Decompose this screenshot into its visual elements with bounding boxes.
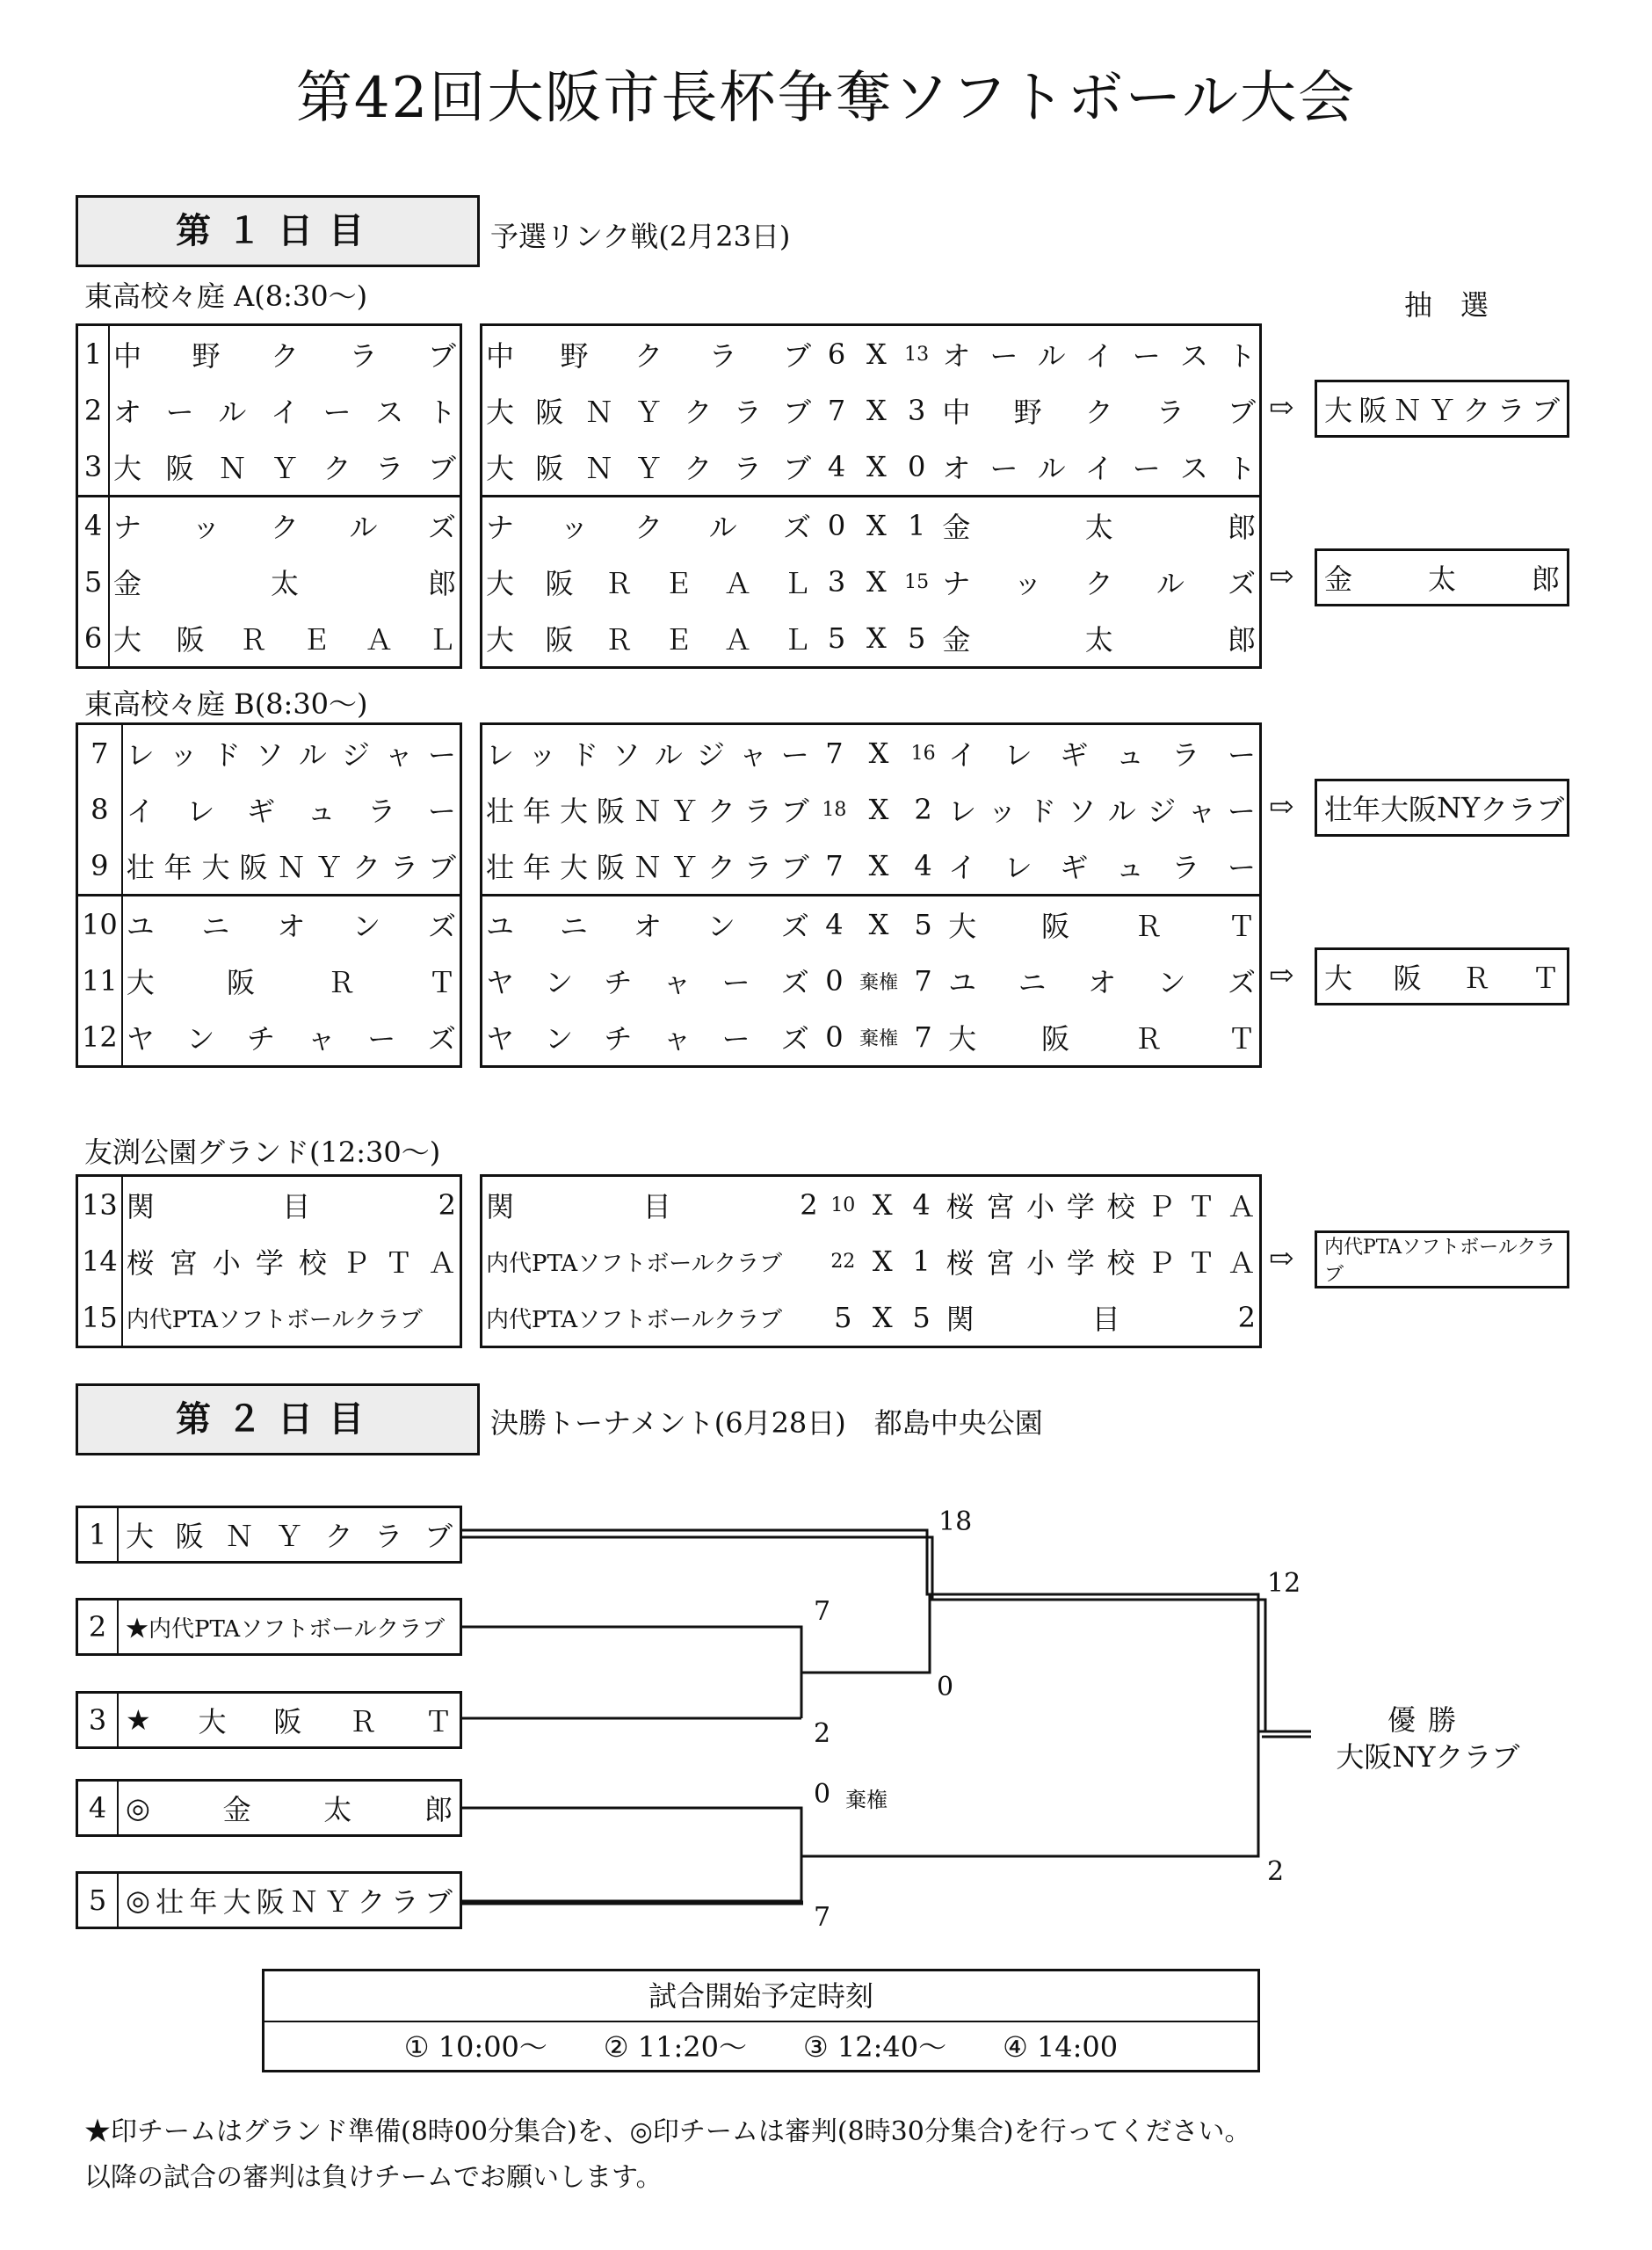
spaced-text: 大 阪 Ｒ Ｅ Ａ Ｌ (486, 623, 812, 657)
team-number: 12 (77, 1009, 122, 1067)
spaced-text: オ ー ル イ ー ス ト (942, 339, 1256, 373)
note-1: ★印チームはグランド準備(8時00分集合)を、◎印チームは審判(8時30分集合)を行ってください。 (84, 2116, 1251, 2147)
team-number: 15 (77, 1289, 122, 1347)
team-number: 2 (77, 382, 110, 439)
spaced-text: イ レ ギ ュ ラ ー (948, 738, 1256, 772)
advance-arrow-icon: ⇨ (1269, 958, 1294, 993)
score-sf1-winner: 12 (1267, 1568, 1301, 1599)
home-score: 7 (825, 849, 844, 882)
team-number: 1 (77, 325, 110, 383)
away-score: 1 (895, 497, 939, 555)
versus-mark: X (868, 793, 889, 826)
team-number: 13 (77, 1176, 122, 1234)
away-score: 7 (914, 964, 932, 998)
bracket-team-name: ★ 大 阪 Ｒ Ｔ (126, 1703, 453, 1738)
bracket-team-number: 1 (78, 1508, 119, 1561)
away-score: 15 (904, 570, 930, 593)
spaced-text: オ ー ル イ ー ス ト (942, 452, 1256, 485)
spaced-text: 壮 年 大 阪 Ｎ Ｙ ク ラ ブ (126, 851, 456, 884)
spaced-text: ユ ニ オ ン ズ (948, 966, 1256, 999)
day1-subtitle: 予選リンク戦(2月23日) (490, 220, 791, 253)
spaced-text: 大 阪 Ｎ Ｙ ク ラ ブ (113, 452, 456, 485)
score-t4: 0 (814, 1779, 831, 1810)
spaced-text: 大 阪 Ｒ Ｔ (1324, 962, 1560, 995)
spaced-text: 大 阪 Ｒ Ｅ Ａ Ｌ (113, 623, 456, 657)
team-name: 内代PTAソフトボールクラブ (126, 1306, 423, 1333)
spaced-text: 壮 年 大 阪 N Y ク ラ ブ (1324, 791, 1565, 826)
score-sf2-team: 2 (1267, 1856, 1285, 1887)
spaced-text: 金 太 郎 (942, 511, 1256, 544)
bracket-team-name: ◎ 壮 年 大 阪 Ｎ Ｙ ク ラ ブ (126, 1883, 453, 1919)
home-score: 22 (830, 1250, 856, 1273)
away-score: 5 (902, 896, 945, 954)
spaced-text: 金 太 郎 (113, 567, 456, 600)
spaced-text: 関 目 2 (486, 1188, 818, 1223)
bracket-team-name: ◎ 金 太 郎 (126, 1791, 453, 1826)
versus-mark: X (868, 737, 889, 770)
home-score: 0 (815, 497, 859, 555)
team-number: 3 (77, 439, 110, 497)
away-score: 7 (914, 1020, 932, 1054)
versus-mark: X (866, 450, 887, 483)
team-number: 9 (77, 838, 122, 896)
spaced-text: ヤ ン チ ャ ー ズ (126, 1022, 456, 1056)
versus-mark: X (859, 497, 895, 555)
note-2: 以降の試合の審判は負けチームでお願いします。 (84, 2162, 663, 2193)
spaced-text: レ ッ ド ソ ル ジ ャ ー (486, 738, 809, 772)
spaced-text: 桜 宮 小 学 校 Ｐ Ｔ Ａ (946, 1190, 1256, 1223)
spaced-text: ナ ッ ク ル ズ (113, 511, 456, 544)
versus-mark: X (872, 1301, 893, 1334)
day2-label: 第２日目 (76, 1383, 480, 1455)
home-score: 5 (827, 621, 846, 655)
spaced-text: イ レ ギ ュ ラ ー (126, 795, 456, 828)
team-number: 5 (77, 554, 110, 610)
spaced-text: ヤ ン チ ャ ー ズ (486, 966, 809, 999)
bracket-team-name: ★内代PTAソフトボールクラブ (126, 1615, 446, 1643)
spaced-text: オ ー ル イ ー ス ト (113, 396, 456, 429)
team-number: 6 (77, 610, 110, 668)
day2-subtitle: 決勝トーナメント(6月28日) 都島中央公園 (490, 1406, 1043, 1440)
spaced-text: イ レ ギ ュ ラ ー (948, 851, 1256, 884)
score-t4-note: 棄権 (845, 1788, 888, 1812)
versus-mark: 棄権 (859, 971, 898, 994)
spaced-text: 中 野 ク ラ ブ (942, 396, 1256, 429)
spaced-text: ユ ニ オ ン ズ (486, 910, 809, 943)
spaced-text: 大 阪 Ｒ Ｔ (948, 1022, 1256, 1056)
team-number: 7 (77, 724, 122, 782)
schedule-box (262, 1969, 1260, 2072)
score-sf1-loser: 0 (937, 1672, 954, 1702)
away-score: 5 (907, 621, 926, 655)
score-t5: 7 (814, 1902, 831, 1933)
schedule-title: 試合開始予定時刻 (264, 1971, 1257, 2022)
schedule-times: ① 10:00～ ② 11:20～ ③ 12:40～ ④ 14:00 (403, 2030, 1119, 2064)
bracket-team-number: 2 (78, 1600, 119, 1653)
advance-arrow-icon: ⇨ (1269, 789, 1294, 824)
venue-label: 友渕公園グランド(12:30～) (84, 1136, 441, 1169)
away-score: 13 (904, 343, 930, 366)
team-number: 10 (77, 896, 122, 954)
home-score: 3 (827, 565, 846, 599)
spaced-text: 壮 年 大 阪 Ｎ Ｙ ク ラ ブ (486, 851, 809, 884)
spaced-text: ナ ッ ク ル ズ (942, 567, 1256, 600)
spaced-text: 金 太 郎 (942, 623, 1256, 657)
versus-mark: X (866, 338, 887, 371)
lottery-label: 抽 選 (1404, 288, 1489, 322)
away-score: 16 (910, 742, 936, 765)
spaced-text: 大 阪 Ｎ Ｙ ク ラ ブ (486, 396, 812, 429)
home-score: 7 (827, 394, 846, 427)
score-t2: 7 (814, 1596, 831, 1627)
day1-label: 第１日目 (76, 195, 480, 267)
spaced-text: 大 阪 Ｒ Ｔ (126, 966, 456, 999)
bracket-team-number: 4 (78, 1782, 119, 1834)
home-team: 内代PTAソフトボールクラブ (486, 1306, 783, 1333)
spaced-text: レ ッ ド ソ ル ジ ャ ー (948, 795, 1256, 828)
away-score: 4 (914, 849, 932, 882)
bracket-team-name: 大 阪 Ｎ Ｙ ク ラ ブ (126, 1520, 453, 1553)
versus-mark: X (872, 1245, 893, 1278)
home-score: 4 (827, 450, 846, 483)
venue-label: 東高校々庭 B(8:30～) (84, 687, 368, 721)
home-score: 0 (825, 964, 844, 998)
champion-name: 大阪NYクラブ (1336, 1740, 1520, 1774)
spaced-text: ナ ッ ク ル ズ (486, 511, 812, 544)
score-t1: 18 (938, 1506, 973, 1537)
away-score: 4 (912, 1188, 931, 1222)
home-score: 5 (834, 1301, 852, 1334)
versus-mark: X (866, 394, 887, 427)
page-title: 第42回大阪市長杯争奪ソフトボール大会 (295, 66, 1357, 131)
home-score: 18 (822, 798, 847, 821)
spaced-text: ユ ニ オ ン ズ (126, 910, 456, 943)
versus-mark: X (868, 849, 889, 882)
spaced-text: 大 阪 Ｎ Ｙ ク ラ ブ (1324, 394, 1560, 427)
winner-box: 内代PTAソフトボールクラブ (1315, 1230, 1569, 1288)
home-score: 4 (813, 896, 856, 954)
bracket-team-number: 5 (78, 1874, 119, 1927)
home-team: 内代PTAソフトボールクラブ (486, 1250, 783, 1277)
spaced-text: 大 阪 Ｒ Ｔ (948, 910, 1256, 943)
spaced-text: 中 野 ク ラ ブ (486, 339, 812, 373)
team-number: 8 (77, 781, 122, 838)
away-score: 3 (907, 394, 926, 427)
spaced-text: 中 野 ク ラ ブ (113, 339, 456, 373)
away-score: 1 (912, 1245, 931, 1278)
versus-mark: X (866, 621, 887, 655)
venue-label: 東高校々庭 A(8:30～) (84, 279, 368, 313)
away-score: 0 (907, 450, 926, 483)
team-number: 14 (77, 1233, 122, 1289)
versus-mark: X (866, 565, 887, 599)
spaced-text: 桜 宮 小 学 校 Ｐ Ｔ Ａ (126, 1246, 456, 1280)
champion-label: 優勝 (1387, 1703, 1468, 1737)
score-t3: 2 (814, 1718, 831, 1749)
bracket-team-number: 3 (78, 1694, 119, 1746)
home-score: 10 (830, 1194, 856, 1216)
away-score: 5 (912, 1301, 931, 1334)
spaced-text: 関 目 2 (126, 1188, 456, 1223)
spaced-text: 金 太 郎 (1324, 562, 1560, 596)
spaced-text: ヤ ン チ ャ ー ズ (486, 1022, 809, 1056)
home-score: 0 (825, 1020, 844, 1054)
team-number: 4 (77, 497, 110, 555)
team-number: 11 (77, 953, 122, 1009)
spaced-text: 大 阪 Ｎ Ｙ ク ラ ブ (486, 452, 812, 485)
spaced-text: 桜 宮 小 学 校 Ｐ Ｔ Ａ (946, 1246, 1256, 1280)
spaced-text: 関 目 2 (946, 1301, 1256, 1336)
spaced-text: レ ッ ド ソ ル ジ ャ ー (126, 738, 456, 772)
advance-arrow-icon: ⇨ (1269, 390, 1294, 425)
home-score: 6 (827, 338, 846, 371)
spaced-text: 大 阪 Ｒ Ｅ Ａ Ｌ (486, 567, 812, 600)
versus-mark: 棄権 (859, 1027, 898, 1050)
versus-mark: X (872, 1188, 893, 1222)
versus-mark: X (856, 896, 902, 954)
advance-arrow-icon: ⇨ (1269, 559, 1294, 594)
spaced-text: 壮 年 大 阪 Ｎ Ｙ ク ラ ブ (486, 795, 809, 828)
home-score: 7 (825, 737, 844, 770)
away-score: 2 (914, 793, 932, 826)
advance-arrow-icon: ⇨ (1269, 1241, 1294, 1276)
